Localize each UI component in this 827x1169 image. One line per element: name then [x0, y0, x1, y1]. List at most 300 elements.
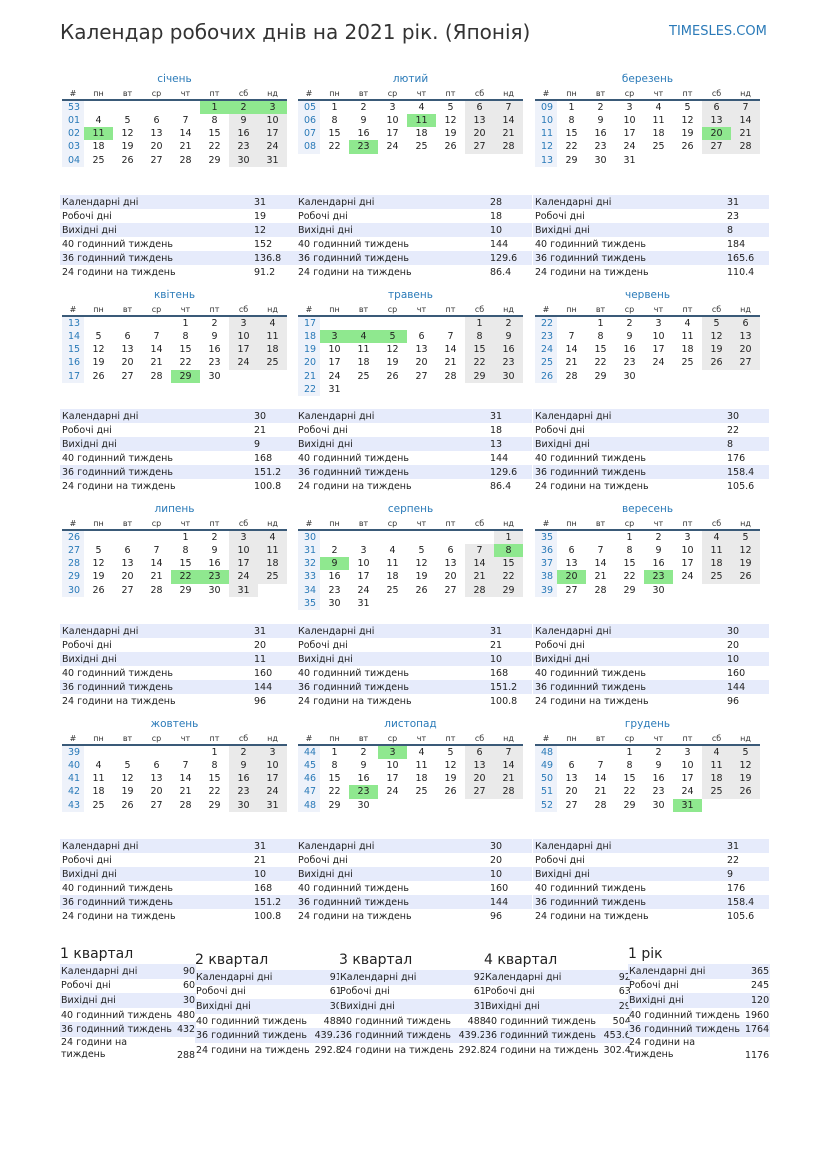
stat-value: 129.6 — [490, 252, 518, 264]
month-grid — [535, 732, 760, 812]
day-cell: 19 — [681, 128, 694, 140]
day-cell: 28 — [565, 370, 578, 382]
stat-label: Робочі дні — [485, 986, 535, 998]
weekend-cell: 16 — [229, 772, 258, 785]
day-cell: 14 — [179, 128, 192, 140]
weekday-header: нд — [731, 303, 760, 316]
day-cell: 9 — [597, 115, 604, 127]
day-cell: 18 — [415, 128, 428, 140]
day-cell: 22 — [594, 357, 607, 369]
week-number: 26 — [535, 370, 557, 383]
stat-label: 36 годинний тиждень — [62, 466, 173, 478]
stat-label: Вихідні дні — [535, 653, 590, 665]
weekday-header: # — [62, 517, 84, 530]
day-cell: 8 — [331, 115, 338, 127]
day-cell: 15 — [623, 773, 636, 785]
stat-value: 480 — [176, 1009, 196, 1021]
stat-row — [484, 1014, 632, 1029]
day-cell: 27 — [415, 370, 428, 382]
week-number: 03 — [62, 140, 84, 153]
holiday-cell: 3 — [258, 100, 287, 114]
day-cell: 21 — [150, 571, 163, 583]
stat-label: Робочі дні — [298, 639, 348, 651]
stat-label: Вихідні дні — [298, 224, 353, 236]
day-cell: 16 — [328, 571, 341, 583]
quarter-title: 4 квартал — [484, 952, 558, 968]
weekday-header: сб — [465, 87, 494, 100]
day-cell: 20 — [444, 571, 457, 583]
day-cell: 17 — [681, 773, 694, 785]
weekend-cell: 18 — [258, 343, 287, 356]
stat-value: 1960 — [744, 1009, 770, 1021]
day-cell: 12 — [121, 128, 134, 140]
day-cell: 6 — [124, 331, 131, 343]
day-cell: 21 — [594, 571, 607, 583]
weekday-header: вт — [349, 732, 378, 745]
day-cell: 14 — [565, 344, 578, 356]
week-number: 52 — [535, 799, 557, 812]
empty-cell — [84, 530, 113, 544]
empty-cell — [644, 154, 673, 167]
day-cell: 20 — [565, 786, 578, 798]
month-block-1 — [62, 72, 287, 167]
weekday-header: пн — [557, 732, 586, 745]
day-cell: 18 — [415, 773, 428, 785]
weekend-cell: 6 — [465, 100, 494, 114]
empty-cell — [349, 530, 378, 544]
stat-row — [339, 1028, 487, 1043]
day-cell: 12 — [92, 344, 105, 356]
empty-cell — [113, 100, 142, 114]
stat-label: Вихідні дні — [298, 868, 353, 880]
stat-label: Робочі дні — [62, 210, 112, 222]
weekend-cell: 4 — [702, 745, 731, 759]
weekday-header: пн — [557, 87, 586, 100]
holiday-cell: 23 — [349, 785, 378, 798]
weekend-cell: 4 — [702, 530, 731, 544]
stat-row — [296, 223, 532, 237]
empty-cell — [494, 597, 523, 610]
day-cell: 26 — [386, 370, 399, 382]
stat-value: 184 — [727, 238, 746, 250]
weekday-header: чт — [171, 87, 200, 100]
day-cell: 6 — [153, 760, 160, 772]
weekday-header: сб — [702, 517, 731, 530]
day-cell: 18 — [92, 141, 105, 153]
day-cell: 18 — [652, 128, 665, 140]
month-stats — [296, 409, 532, 493]
day-cell: 26 — [444, 786, 457, 798]
day-cell: 4 — [655, 102, 662, 113]
week-row — [535, 127, 760, 140]
stat-value: 20 — [727, 639, 740, 651]
empty-cell — [465, 597, 494, 610]
day-cell: 13 — [565, 558, 578, 570]
day-cell: 26 — [121, 799, 134, 811]
stat-value: 10 — [727, 653, 740, 665]
stat-value: 292.8 — [458, 1044, 486, 1056]
stat-row — [60, 409, 296, 423]
stat-value: 1176 — [744, 1049, 770, 1061]
weekday-header: # — [62, 87, 84, 100]
week-number: 32 — [298, 557, 320, 570]
day-cell: 12 — [92, 558, 105, 570]
stat-row — [195, 1014, 343, 1029]
stat-value: 144 — [254, 681, 273, 693]
weekend-cell: 28 — [731, 140, 760, 153]
stat-value: 29 — [618, 1000, 631, 1012]
weekday-header: пт — [673, 517, 702, 530]
stat-label: 24 години на тиждень — [629, 1036, 696, 1060]
day-cell: 17 — [328, 357, 341, 369]
month-grid — [298, 87, 523, 154]
month-stats — [533, 195, 769, 279]
holiday-cell: 29 — [171, 370, 200, 383]
day-cell: 8 — [626, 545, 633, 557]
stat-value: 31 — [727, 840, 740, 852]
stat-label: 40 годинний тиждень — [61, 1009, 172, 1021]
day-cell: 10 — [681, 545, 694, 557]
stat-value: 120 — [750, 994, 770, 1006]
weekday-header: пн — [84, 732, 113, 745]
week-number: 40 — [62, 759, 84, 772]
stat-label: Вихідні дні — [535, 224, 590, 236]
stat-label: 40 годинний тиждень — [535, 238, 646, 250]
day-cell: 30 — [328, 597, 341, 609]
month-stats — [296, 839, 532, 923]
day-cell: 5 — [418, 545, 425, 557]
day-cell: 8 — [182, 331, 189, 343]
stat-row — [60, 451, 296, 465]
week-number: 51 — [535, 785, 557, 798]
weekend-cell: 20 — [465, 772, 494, 785]
day-cell: 23 — [623, 357, 636, 369]
week-number: 16 — [62, 356, 84, 369]
month-name: червень — [624, 289, 671, 301]
day-cell: 1 — [626, 747, 633, 758]
stat-row — [533, 423, 769, 437]
stat-value: 63 — [618, 986, 631, 998]
day-cell: 10 — [328, 344, 341, 356]
weekday-header: чт — [171, 732, 200, 745]
month-block-2 — [298, 72, 523, 154]
day-cell: 17 — [681, 558, 694, 570]
day-cell: 4 — [418, 102, 425, 113]
week-row — [62, 785, 287, 798]
empty-cell — [142, 100, 171, 114]
stat-label: 24 години на тиждень — [298, 480, 412, 492]
stat-label: Робочі дні — [196, 986, 246, 998]
holiday-cell: 23 — [200, 570, 229, 583]
day-cell: 2 — [655, 532, 662, 543]
weekend-cell: 27 — [465, 140, 494, 153]
stat-value: 91 — [329, 971, 342, 983]
weekend-cell: 12 — [731, 759, 760, 772]
weekday-header: нд — [258, 517, 287, 530]
weekday-header: пн — [320, 517, 349, 530]
weekend-cell: 7 — [494, 745, 523, 759]
stat-row — [628, 964, 770, 979]
week-row — [298, 785, 523, 798]
weekday-header: чт — [407, 517, 436, 530]
week-number: 39 — [62, 745, 84, 759]
stat-label: Вихідні дні — [62, 224, 117, 236]
stat-value: 8 — [727, 224, 734, 236]
empty-cell — [378, 316, 407, 330]
day-cell: 21 — [444, 357, 457, 369]
weekend-cell: 29 — [465, 370, 494, 383]
week-number: 46 — [298, 772, 320, 785]
weekday-header: ср — [378, 87, 407, 100]
week-row — [62, 544, 287, 557]
week-row — [535, 370, 760, 383]
weekday-header: нд — [494, 87, 523, 100]
empty-cell — [465, 383, 494, 396]
stat-value: 30 — [490, 840, 503, 852]
weekday-header: пн — [84, 303, 113, 316]
stat-value: 31 — [490, 625, 503, 637]
day-cell: 12 — [415, 558, 428, 570]
week-number: 27 — [62, 544, 84, 557]
week-row — [535, 530, 760, 544]
day-cell: 11 — [92, 773, 105, 785]
stat-label: Календарні дні — [629, 965, 706, 977]
day-cell: 20 — [121, 571, 134, 583]
weekend-cell: 29 — [494, 584, 523, 597]
weekday-header: вт — [349, 303, 378, 316]
day-cell: 13 — [415, 344, 428, 356]
weekday-header: сб — [465, 517, 494, 530]
stat-row — [484, 970, 632, 985]
stat-row — [60, 265, 296, 279]
stat-row — [296, 895, 532, 909]
month-block-10 — [62, 717, 287, 812]
weekend-cell: 30 — [229, 799, 258, 812]
weekday-header: нд — [494, 517, 523, 530]
weekend-cell: 23 — [229, 140, 258, 153]
stat-row — [533, 867, 769, 881]
weekday-header: ср — [378, 732, 407, 745]
day-cell: 5 — [447, 747, 454, 758]
week-row — [298, 597, 523, 610]
weekday-header: # — [535, 517, 557, 530]
stat-value: 10 — [254, 868, 267, 880]
brand-link[interactable]: TIMESLES.COM — [669, 24, 767, 39]
week-row — [535, 557, 760, 570]
day-cell: 21 — [594, 786, 607, 798]
stat-label: Робочі дні — [62, 854, 112, 866]
weekend-cell: 17 — [258, 127, 287, 140]
weekday-header: # — [535, 732, 557, 745]
day-cell: 2 — [597, 102, 604, 113]
day-cell: 1 — [568, 102, 575, 113]
day-cell: 22 — [208, 786, 221, 798]
day-cell: 20 — [150, 141, 163, 153]
empty-cell — [586, 530, 615, 544]
stat-value: 20 — [254, 639, 267, 651]
empty-cell — [731, 799, 760, 812]
weekend-cell: 14 — [731, 114, 760, 127]
day-cell: 8 — [182, 545, 189, 557]
stat-label: Вихідні дні — [340, 1000, 395, 1012]
weekday-header: нд — [731, 517, 760, 530]
quarter-title: 3 квартал — [339, 952, 413, 968]
day-cell: 14 — [150, 558, 163, 570]
weekend-cell: 30 — [494, 370, 523, 383]
stat-row — [60, 881, 296, 895]
stat-row — [533, 479, 769, 493]
day-cell: 25 — [386, 584, 399, 596]
week-number: 44 — [298, 745, 320, 759]
weekday-header: # — [62, 303, 84, 316]
day-cell: 23 — [328, 584, 341, 596]
weekend-cell: 14 — [494, 114, 523, 127]
week-number: 21 — [298, 370, 320, 383]
day-cell: 2 — [655, 747, 662, 758]
week-row — [62, 114, 287, 127]
stat-value: 152 — [254, 238, 273, 250]
weekend-cell: 11 — [258, 330, 287, 343]
stat-label: Робочі дні — [61, 980, 111, 992]
day-cell: 22 — [328, 141, 341, 153]
stat-label: Календарні дні — [61, 965, 138, 977]
day-cell: 30 — [594, 154, 607, 166]
day-cell: 6 — [568, 760, 575, 772]
stat-row — [60, 964, 196, 979]
stat-row — [296, 839, 532, 853]
stat-value: 165.6 — [727, 252, 755, 264]
month-stats — [533, 409, 769, 493]
week-row — [298, 127, 523, 140]
quarter-stats — [195, 970, 343, 1058]
week-number: 48 — [298, 799, 320, 812]
day-cell: 2 — [360, 102, 367, 113]
empty-cell — [171, 745, 200, 759]
week-row — [62, 316, 287, 330]
stat-label: Робочі дні — [298, 210, 348, 222]
stat-row — [296, 666, 532, 680]
weekend-cell: 7 — [465, 544, 494, 557]
stat-value: 21 — [254, 854, 267, 866]
weekend-cell: 6 — [731, 316, 760, 330]
weekday-header: нд — [731, 87, 760, 100]
weekend-cell: 25 — [258, 570, 287, 583]
stat-value: 30 — [329, 1000, 342, 1012]
empty-cell — [378, 799, 407, 812]
empty-cell — [229, 370, 258, 383]
stat-row — [533, 209, 769, 223]
weekend-cell: 1 — [465, 316, 494, 330]
stat-label: 40 годинний тиждень — [535, 667, 646, 679]
stat-value: 30 — [254, 410, 267, 422]
stat-value: 92 — [473, 971, 486, 983]
stat-label: Робочі дні — [535, 424, 585, 436]
month-name: серпень — [387, 503, 434, 515]
week-row — [62, 772, 287, 785]
stat-label: Календарні дні — [535, 196, 612, 208]
week-number: 13 — [62, 316, 84, 330]
stat-label: 36 годинний тиждень — [298, 681, 409, 693]
stat-value: 288 — [176, 1049, 196, 1061]
week-number: 33 — [298, 570, 320, 583]
stat-label: 24 години на тиждень — [61, 1036, 128, 1060]
week-row — [62, 530, 287, 544]
empty-cell — [644, 370, 673, 383]
empty-cell — [320, 530, 349, 544]
empty-cell — [320, 316, 349, 330]
week-row — [62, 584, 287, 597]
weekend-cell: 28 — [494, 785, 523, 798]
empty-cell — [731, 154, 760, 167]
stat-value: 96 — [727, 695, 740, 707]
stat-label: Робочі дні — [340, 986, 390, 998]
weekend-cell: 20 — [465, 127, 494, 140]
day-cell: 16 — [357, 773, 370, 785]
weekend-cell: 10 — [258, 759, 287, 772]
day-cell: 15 — [594, 344, 607, 356]
week-row — [535, 100, 760, 114]
stat-label: 40 годинний тиждень — [535, 452, 646, 464]
weekend-cell: 26 — [731, 570, 760, 583]
stat-value: 86.4 — [490, 266, 512, 278]
day-cell: 1 — [182, 532, 189, 543]
weekday-header: вт — [113, 732, 142, 745]
day-cell: 17 — [386, 128, 399, 140]
weekend-cell: 24 — [229, 356, 258, 369]
day-cell: 14 — [444, 344, 457, 356]
day-cell: 28 — [444, 370, 457, 382]
stat-value: 21 — [490, 639, 503, 651]
stat-label: 40 годинний тиждень — [629, 1009, 740, 1021]
weekday-header: сб — [229, 517, 258, 530]
day-cell: 3 — [684, 532, 691, 543]
weekday-header: вт — [349, 517, 378, 530]
day-cell: 4 — [95, 115, 102, 127]
day-cell: 9 — [360, 115, 367, 127]
week-number: 25 — [535, 356, 557, 369]
week-row — [298, 799, 523, 812]
weekday-header: пт — [673, 732, 702, 745]
weekday-header: ср — [615, 732, 644, 745]
stat-row — [60, 195, 296, 209]
day-cell: 17 — [386, 773, 399, 785]
stat-value: 144 — [490, 452, 509, 464]
day-cell: 29 — [328, 799, 341, 811]
day-cell: 30 — [623, 370, 636, 382]
stat-value: 22 — [727, 424, 740, 436]
stat-label: 40 годинний тиждень — [196, 1015, 307, 1027]
day-cell: 3 — [360, 545, 367, 557]
stat-label: Робочі дні — [298, 854, 348, 866]
stat-label: 40 годинний тиждень — [62, 238, 173, 250]
weekend-cell: 2 — [494, 316, 523, 330]
weekday-header: нд — [731, 732, 760, 745]
stat-label: 40 годинний тиждень — [298, 238, 409, 250]
day-cell: 11 — [652, 115, 665, 127]
day-cell: 19 — [444, 128, 457, 140]
stat-value: 100.8 — [254, 910, 282, 922]
month-name: березень — [621, 73, 674, 85]
week-row — [535, 330, 760, 343]
stat-row — [339, 1014, 487, 1029]
weekend-cell: 13 — [465, 114, 494, 127]
month-block-3 — [535, 72, 760, 167]
day-cell: 10 — [357, 558, 370, 570]
day-cell: 28 — [150, 584, 163, 596]
stat-value: 439.2 — [314, 1030, 342, 1042]
day-cell: 15 — [208, 128, 221, 140]
stat-row — [533, 881, 769, 895]
